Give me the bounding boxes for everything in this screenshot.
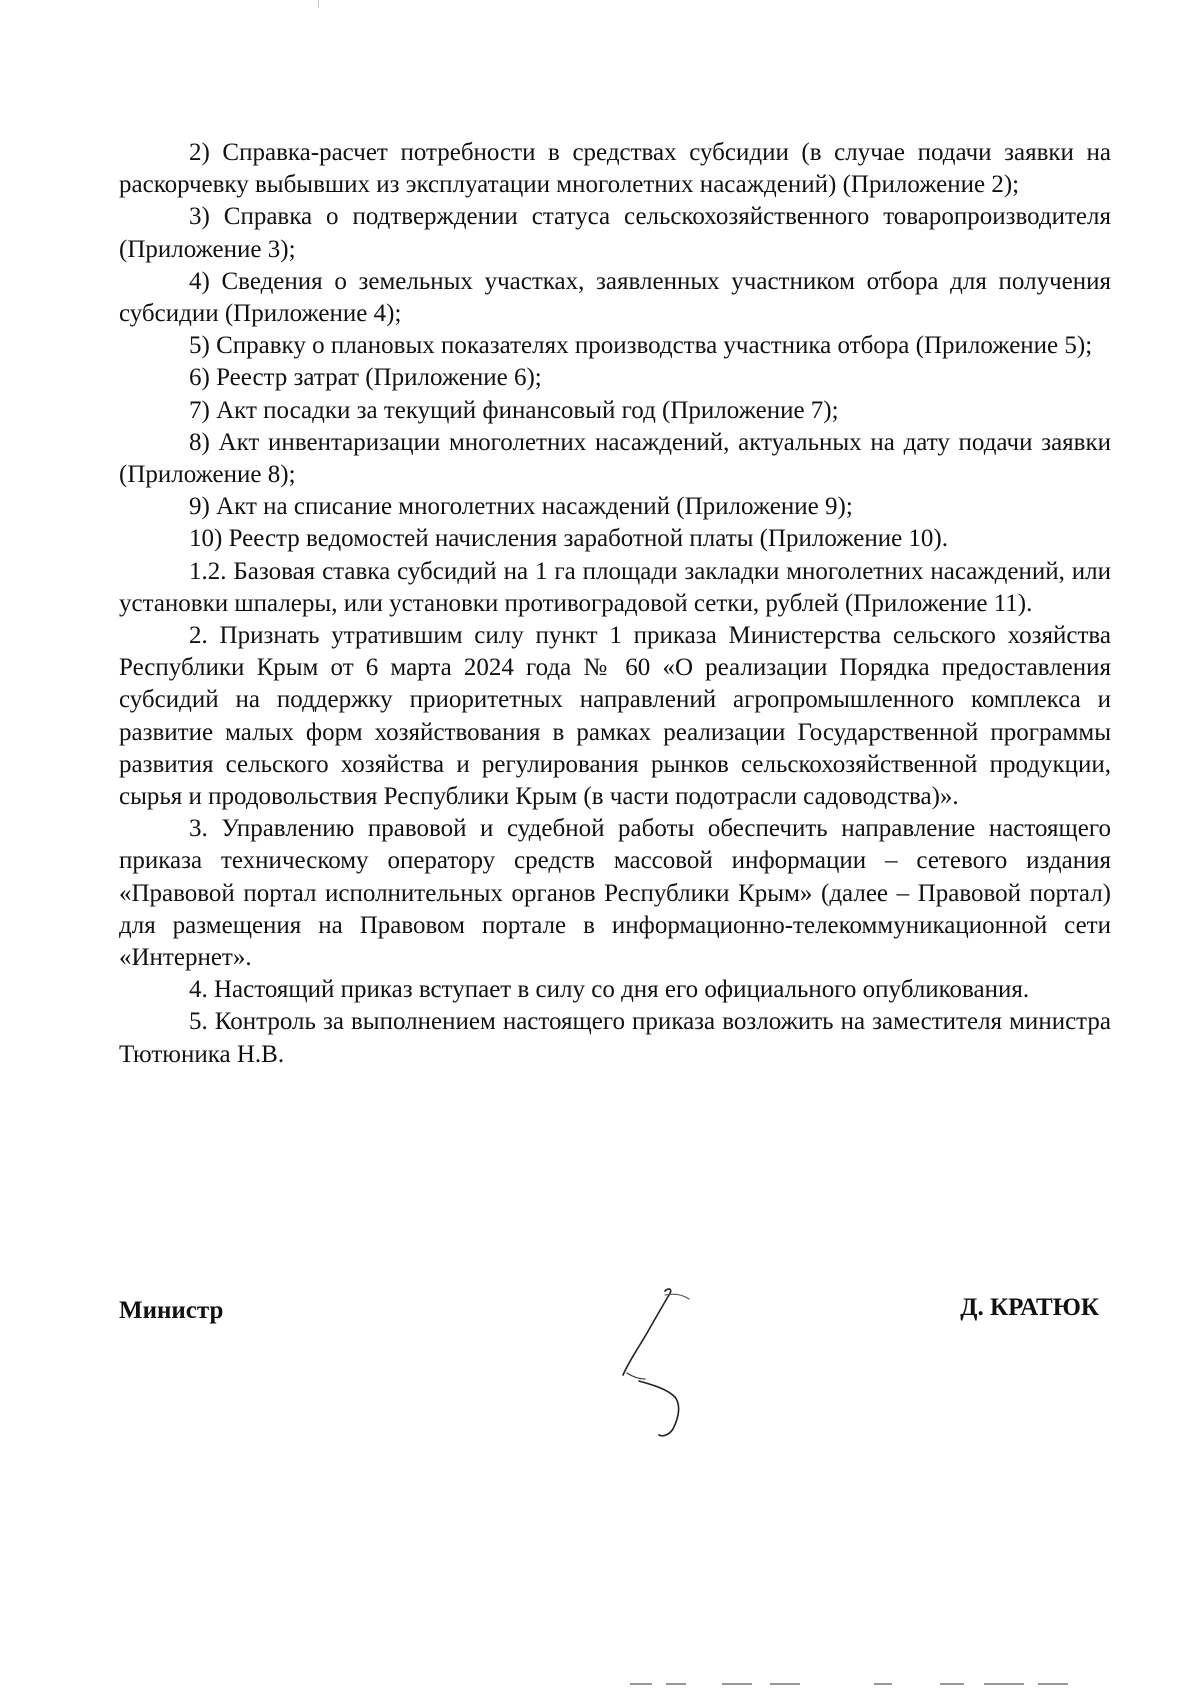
footer-mark — [984, 1683, 1024, 1685]
footer-mark — [770, 1683, 800, 1685]
scan-footer-marks — [0, 1683, 1200, 1689]
signatory-title: Министр — [119, 1297, 224, 1324]
paragraph-item-6: 6) Реестр затрат (Приложение 6); — [189, 364, 542, 392]
paragraph-clause-2: 2. Признать утратившим силу пункт 1 приказа Министерства сельского хозяйства Республики Крым от 6 марта 2024 года № 60 «О реализации Порядка предоставления субсидий на поддержку приоритетных направлений агропромышленного комплекса и развитие малых форм хозяйствования в рамках реализации Государственной программы развития сельского хозяйства и регулирования рынков сельскохозяйственной продукции, сырья и продовольствия Республики Крым (в части подотрасли садоводства)». — [119, 622, 1111, 811]
signature-block — [0, 1294, 1200, 1457]
paragraph-clause-3: 3. Управлению правовой и судебной работы обеспечить направление настоящего приказа техническому оператору средств массовой информации – сетевого издания «Правовой портал исполнительных органов Республики Крым» (далее – Правовой портал) для размещения на Правовом портале в информационно-телекоммуникационной сети «Интернет». — [119, 815, 1111, 972]
footer-mark — [874, 1683, 892, 1685]
signatory-name: Д. КРАТЮК — [960, 1294, 1099, 1321]
footer-mark — [630, 1683, 652, 1685]
footer-mark — [940, 1683, 964, 1685]
paragraph-item-3: 3) Справка о подтверждении статуса сельскохозяйственного товаропроизводителя (Приложение 3); — [119, 203, 1111, 263]
paragraph-item-10: 10) Реестр ведомостей начисления заработной платы (Приложение 10). — [189, 525, 948, 553]
scan-mark — [318, 0, 319, 8]
paragraph-clause-4: 4. Настоящий приказ вступает в силу со дня его официального опубликования. — [189, 976, 1030, 1004]
document-body — [119, 137, 1111, 1071]
footer-mark — [666, 1683, 686, 1685]
handwritten-signature — [617, 1283, 707, 1441]
paragraph-item-9: 9) Акт на списание многолетних насаждений (Приложение 9); — [189, 493, 853, 521]
paragraph-item-4: 4) Сведения о земельных участках, заявленных участником отбора для получения субсидии (Приложение 4); — [119, 267, 1111, 328]
paragraph-clause-5: 5. Контроль за выполнением настоящего приказа возложить на заместителя министра Тютюника Н.В. — [119, 1008, 1111, 1068]
paragraph-item-8: 8) Акт инвентаризации многолетних насаждений, актуальных на дату подачи заявки (Приложение 8); — [119, 428, 1111, 489]
paragraph-clause-1-2: 1.2. Базовая ставка субсидий на 1 га площади закладки многолетних насаждений, или установки шпалеры, или установки противоградовой сетки, рублей (Приложение 11). — [119, 557, 1111, 617]
paragraph-item-7: 7) Акт посадки за текущий финансовый год (Приложение 7); — [189, 396, 839, 424]
paragraph-item-2: 2) Справка-расчет потребности в средствах субсидии (в случае подачи заявки на раскорчевку выбывших из эксплуатации многолетних насаждений) (Приложение 2); — [119, 139, 1111, 199]
footer-mark — [722, 1683, 752, 1685]
footer-mark — [1038, 1683, 1068, 1685]
paragraph-item-5: 5) Справку о плановых показателях производства участника отбора (Приложение 5); — [189, 332, 1093, 360]
